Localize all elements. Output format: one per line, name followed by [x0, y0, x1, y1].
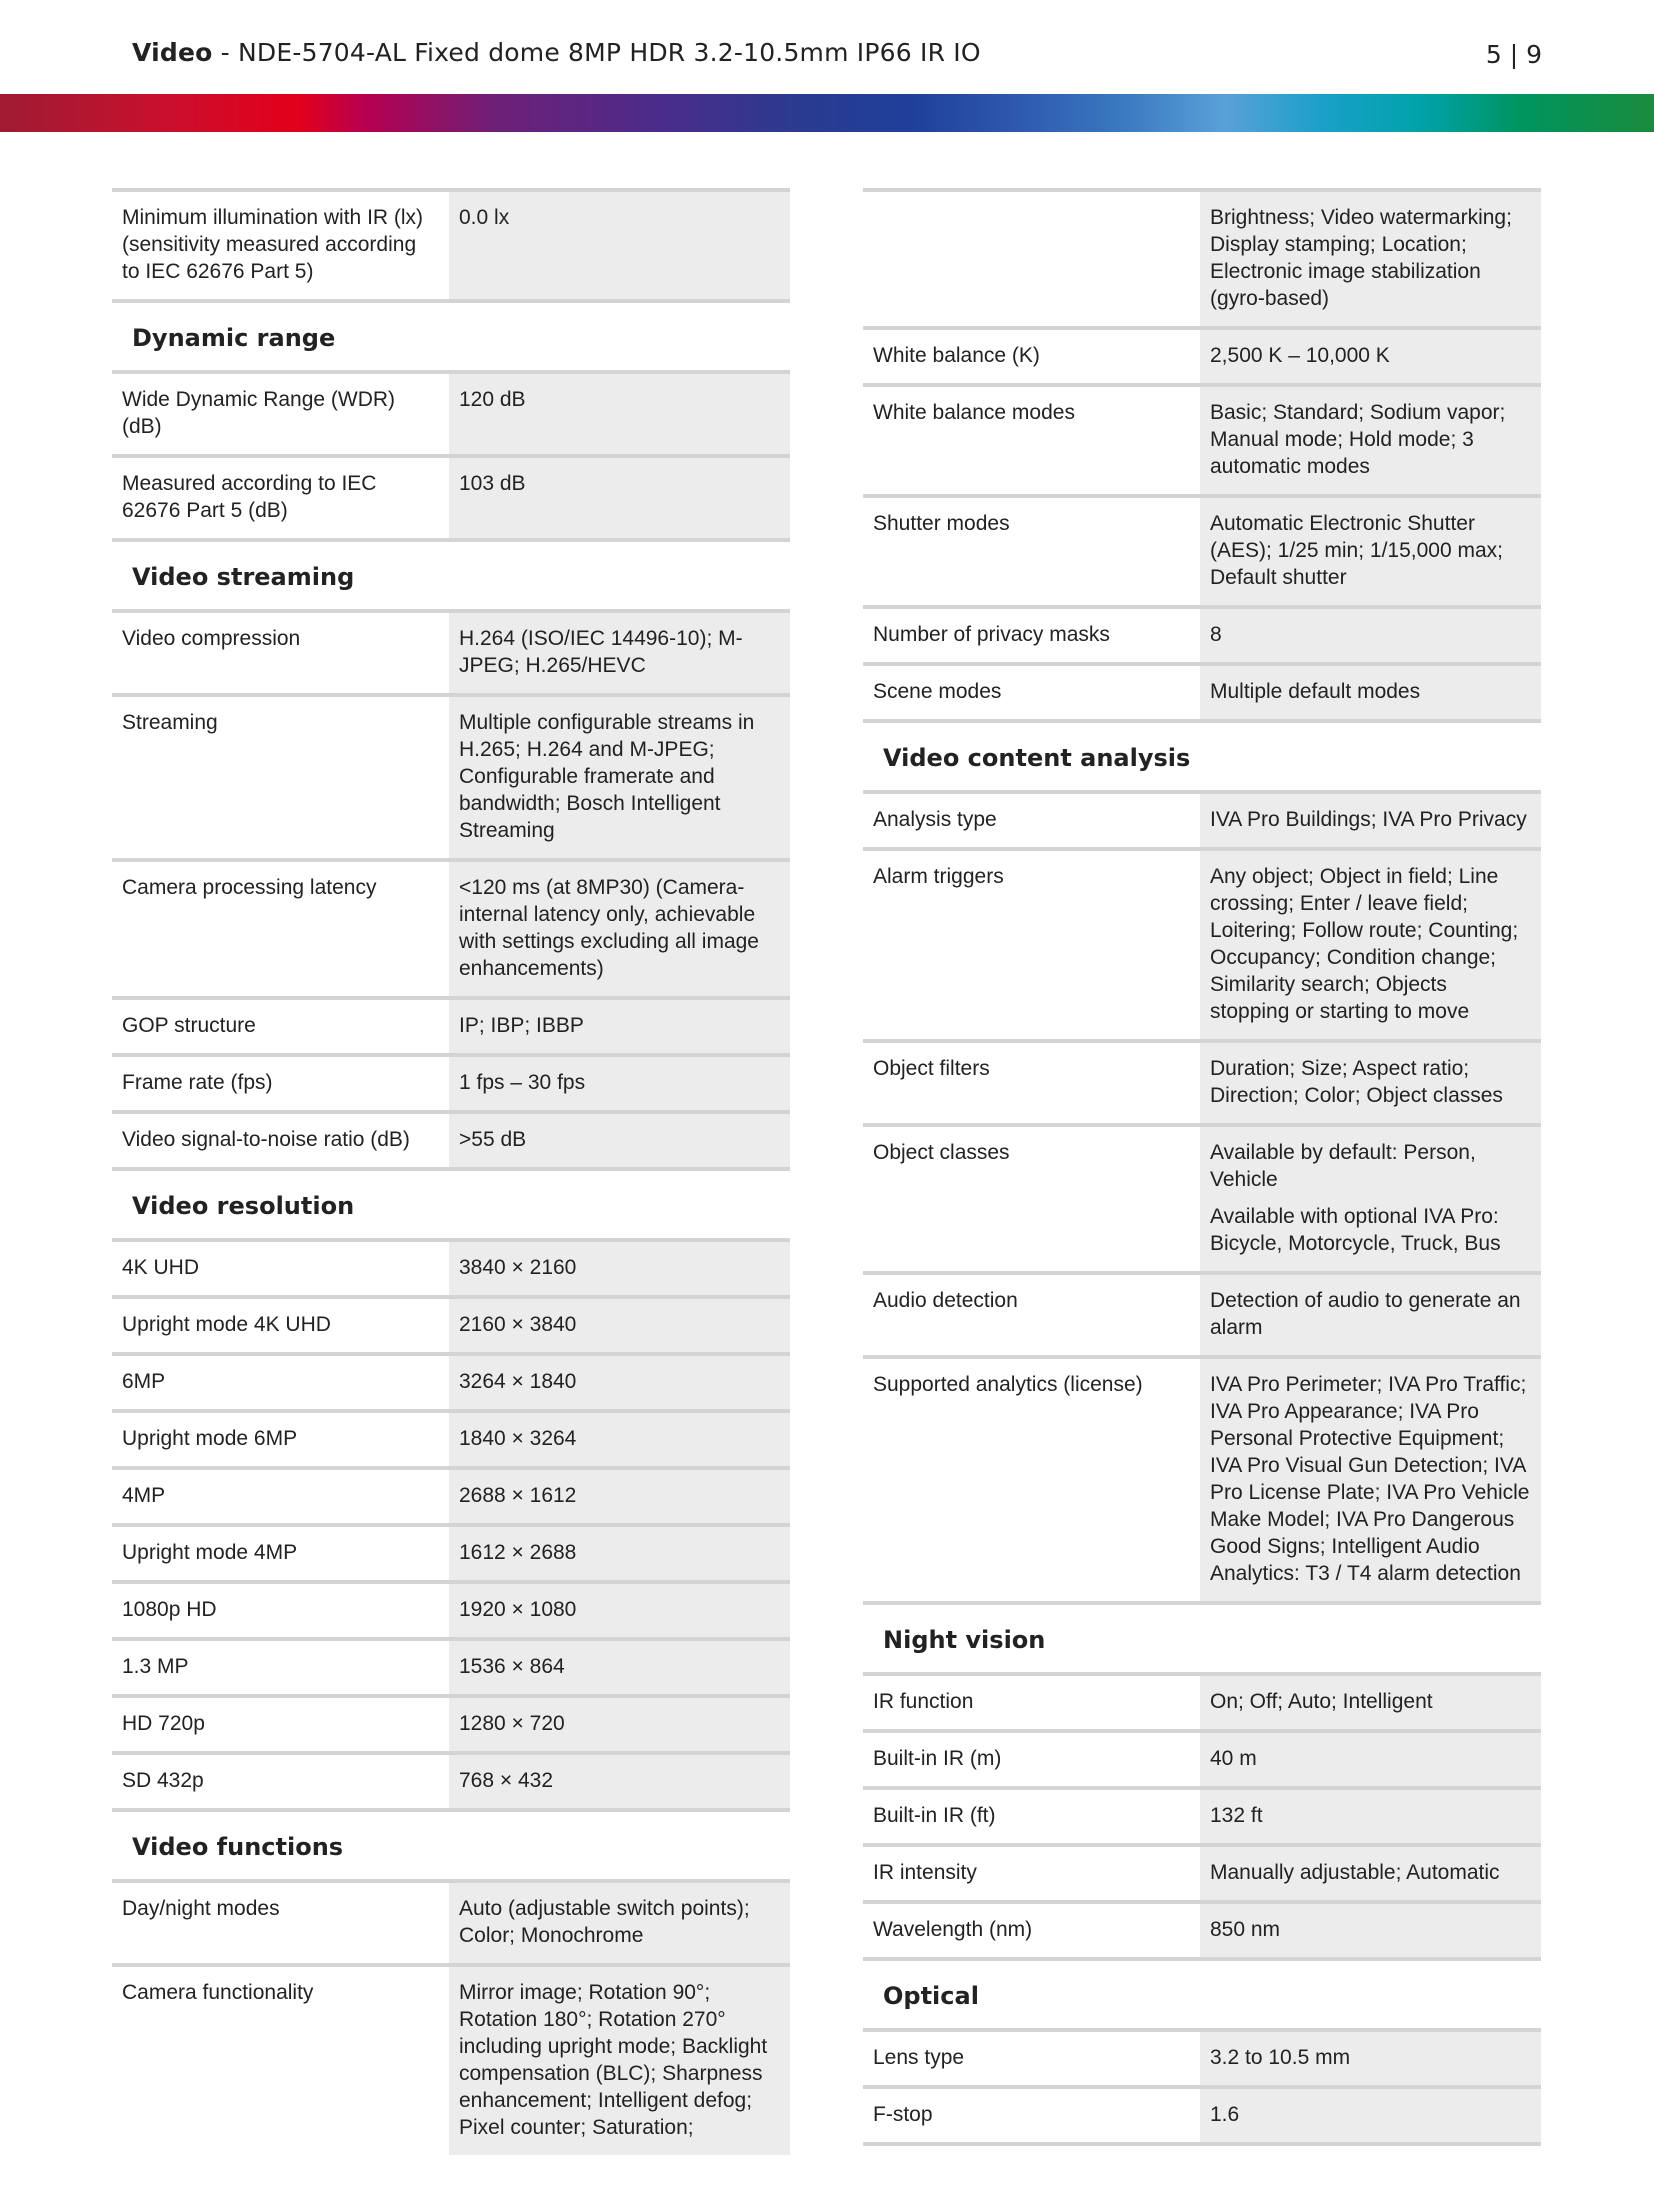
spec-label: F-stop	[863, 2087, 1200, 2144]
spec-value: Mirror image; Rotation 90°; Rotation 180°; Rotation 270° including upright mode; Backlight compensation (BLC); Sharpness enhancement; Intelligent defog; Pixel counter; Saturation;	[449, 1965, 790, 2155]
spec-value: Duration; Size; Aspect ratio; Direction; Color; Object classes	[1200, 1041, 1541, 1125]
spec-value-multi	[1200, 1125, 1541, 1273]
spec-label: HD 720p	[112, 1696, 449, 1753]
section-video-resolution: Video resolution	[112, 1169, 790, 1240]
spec-label: Supported analytics (license)	[863, 1357, 1200, 1603]
title-product: - NDE-5704-AL Fixed dome 8MP HDR 3.2-10.5mm IP66 IR IO	[212, 38, 981, 67]
spec-label: Object filters	[863, 1041, 1200, 1125]
spec-value: 132 ft	[1200, 1788, 1541, 1845]
section-heading-row	[863, 1603, 1541, 1674]
spec-row	[112, 456, 790, 540]
spec-label: 4K UHD	[112, 1240, 449, 1297]
spec-value: Available by default: Person, Vehicle	[1210, 1141, 1476, 1191]
spec-value: Brightness; Video watermarking; Display stamping; Location; Electronic image stabilization (gyro-based)	[1200, 190, 1541, 328]
spec-label: GOP structure	[112, 998, 449, 1055]
spec-label: Wide Dynamic Range (WDR) (dB)	[112, 372, 449, 456]
spec-value: 2,500 K – 10,000 K	[1200, 328, 1541, 385]
spec-label: Upright mode 6MP	[112, 1411, 449, 1468]
spec-label: Video compression	[112, 611, 449, 695]
spec-value: IVA Pro Buildings; IVA Pro Privacy	[1200, 792, 1541, 849]
spec-row	[863, 2087, 1541, 2144]
spec-value: 768 × 432	[449, 1753, 790, 1810]
spec-value: >55 dB	[449, 1112, 790, 1169]
spec-value: 8	[1200, 607, 1541, 664]
spec-value: Detection of audio to generate an alarm	[1200, 1273, 1541, 1357]
spec-row	[863, 190, 1541, 328]
spec-value: 1840 × 3264	[449, 1411, 790, 1468]
title-category: Video	[132, 38, 213, 67]
spec-row	[863, 607, 1541, 664]
spec-value: <120 ms (at 8MP30) (Camera-internal latency only, achievable with settings excluding all image enhancements)	[449, 860, 790, 998]
spec-label: White balance modes	[863, 385, 1200, 496]
spec-value: 850 nm	[1200, 1902, 1541, 1959]
section-video-functions: Video functions	[112, 1810, 790, 1881]
spec-value: 1280 × 720	[449, 1696, 790, 1753]
spec-value: Available with optional IVA Pro: Bicycle, Motorcycle, Truck, Bus	[1210, 1205, 1501, 1255]
spec-row	[863, 1788, 1541, 1845]
spec-value: Automatic Electronic Shutter (AES); 1/25 min; 1/15,000 max; Default shutter	[1200, 496, 1541, 607]
spec-label: Built-in IR (m)	[863, 1731, 1200, 1788]
spec-label: Shutter modes	[863, 496, 1200, 607]
spec-row	[863, 496, 1541, 607]
spec-row	[112, 998, 790, 1055]
spec-row	[112, 190, 790, 301]
spec-row	[863, 1273, 1541, 1357]
spec-value: IP; IBP; IBBP	[449, 998, 790, 1055]
spec-value: 0.0 lx	[449, 190, 790, 301]
section-video-content-analysis: Video content analysis	[863, 721, 1541, 792]
spec-label: Wavelength (nm)	[863, 1902, 1200, 1959]
spec-value: 3840 × 2160	[449, 1240, 790, 1297]
spec-row	[863, 1125, 1541, 1273]
section-dynamic-range: Dynamic range	[112, 301, 790, 372]
spec-table-right	[863, 188, 1541, 2146]
spec-value: 3.2 to 10.5 mm	[1200, 2030, 1541, 2087]
spec-value: 2160 × 3840	[449, 1297, 790, 1354]
spec-label: SD 432p	[112, 1753, 449, 1810]
spec-row	[863, 1357, 1541, 1603]
spec-label: IR intensity	[863, 1845, 1200, 1902]
spec-row	[863, 1674, 1541, 1731]
section-heading-row	[112, 1810, 790, 1881]
spec-label: Lens type	[863, 2030, 1200, 2087]
spec-row	[112, 860, 790, 998]
spec-label	[863, 190, 1200, 328]
spec-value: 1920 × 1080	[449, 1582, 790, 1639]
brand-color-bar	[0, 94, 1654, 132]
spec-label: Number of privacy masks	[863, 607, 1200, 664]
spec-row	[112, 1881, 790, 1965]
spec-row	[112, 1696, 790, 1753]
section-heading-row	[112, 1169, 790, 1240]
spec-label: Minimum illumination with IR (lx) (sensitivity measured according to IEC 62676 Part 5)	[112, 190, 449, 301]
spec-label: White balance (K)	[863, 328, 1200, 385]
section-heading-row	[112, 540, 790, 611]
spec-label: Analysis type	[863, 792, 1200, 849]
spec-label: Measured according to IEC 62676 Part 5 (dB)	[112, 456, 449, 540]
section-heading-row	[863, 1959, 1541, 2030]
spec-label: Scene modes	[863, 664, 1200, 721]
spec-row	[112, 1112, 790, 1169]
spec-label: Upright mode 4K UHD	[112, 1297, 449, 1354]
spec-value: Multiple default modes	[1200, 664, 1541, 721]
section-heading-row	[112, 301, 790, 372]
spec-row	[112, 1525, 790, 1582]
spec-value: 40 m	[1200, 1731, 1541, 1788]
spec-value: Any object; Object in field; Line crossing; Enter / leave field; Loitering; Follow route; Counting; Occupancy; Condition change; Similarity search; Objects stopping or starting to move	[1200, 849, 1541, 1041]
spec-value: 120 dB	[449, 372, 790, 456]
spec-value: Manually adjustable; Automatic	[1200, 1845, 1541, 1902]
spec-row	[112, 1753, 790, 1810]
spec-label: Object classes	[863, 1125, 1200, 1273]
spec-table-left	[112, 188, 790, 2155]
spec-row	[863, 2030, 1541, 2087]
spec-value: On; Off; Auto; Intelligent	[1200, 1674, 1541, 1731]
spec-row	[863, 328, 1541, 385]
spec-label: 1.3 MP	[112, 1639, 449, 1696]
page-number: 5 | 9	[1485, 40, 1542, 69]
spec-row	[112, 1240, 790, 1297]
spec-value: Auto (adjustable switch points); Color; Monochrome	[449, 1881, 790, 1965]
spec-label: IR function	[863, 1674, 1200, 1731]
spec-row	[112, 1297, 790, 1354]
section-heading-row	[863, 721, 1541, 792]
spec-row	[112, 1411, 790, 1468]
page-header	[0, 0, 1654, 95]
spec-value: IVA Pro Perimeter; IVA Pro Traffic; IVA Pro Appearance; IVA Pro Personal Protective Equipment; IVA Pro Visual Gun Detection; IVA Pro License Plate; IVA Pro Vehicle Make Model; IVA Pro Dangerous Good Signs; Intelligent Audio Analytics: T3 / T4 alarm detection	[1200, 1357, 1541, 1603]
spec-label: Frame rate (fps)	[112, 1055, 449, 1112]
spec-value: Multiple configurable streams in H.265; H.264 and M-JPEG; Configurable framerate and bandwidth; Bosch Intelligent Streaming	[449, 695, 790, 860]
spec-label: Camera functionality	[112, 1965, 449, 2155]
spec-label: 1080p HD	[112, 1582, 449, 1639]
spec-row	[112, 1468, 790, 1525]
spec-row	[863, 1731, 1541, 1788]
spec-label: 4MP	[112, 1468, 449, 1525]
spec-row	[863, 1041, 1541, 1125]
spec-value: 1536 × 864	[449, 1639, 790, 1696]
spec-row	[112, 372, 790, 456]
spec-row	[863, 792, 1541, 849]
spec-row	[863, 849, 1541, 1041]
section-video-streaming: Video streaming	[112, 540, 790, 611]
section-night-vision: Night vision	[863, 1603, 1541, 1674]
spec-label: 6MP	[112, 1354, 449, 1411]
spec-value: 3264 × 1840	[449, 1354, 790, 1411]
spec-value: 103 dB	[449, 456, 790, 540]
spec-value: H.264 (ISO/IEC 14496-10); M-JPEG; H.265/HEVC	[449, 611, 790, 695]
spec-row	[112, 1965, 790, 2155]
spec-value: 1 fps – 30 fps	[449, 1055, 790, 1112]
spec-row	[112, 1639, 790, 1696]
spec-row	[112, 611, 790, 695]
spec-label: Streaming	[112, 695, 449, 860]
spec-label: Alarm triggers	[863, 849, 1200, 1041]
spec-row	[112, 1055, 790, 1112]
spec-row	[112, 695, 790, 860]
spec-label: Video signal-to-noise ratio (dB)	[112, 1112, 449, 1169]
section-optical: Optical	[863, 1959, 1541, 2030]
spec-row	[112, 1582, 790, 1639]
spec-row	[863, 385, 1541, 496]
spec-value: 1612 × 2688	[449, 1525, 790, 1582]
right-spec-column	[863, 188, 1541, 2146]
left-spec-column	[112, 188, 790, 2155]
spec-label: Day/night modes	[112, 1881, 449, 1965]
spec-label: Built-in IR (ft)	[863, 1788, 1200, 1845]
spec-label: Audio detection	[863, 1273, 1200, 1357]
spec-row	[863, 1845, 1541, 1902]
spec-value: 1.6	[1200, 2087, 1541, 2144]
spec-label: Camera processing latency	[112, 860, 449, 998]
spec-row	[112, 1354, 790, 1411]
spec-label: Upright mode 4MP	[112, 1525, 449, 1582]
spec-row	[863, 664, 1541, 721]
spec-value: 2688 × 1612	[449, 1468, 790, 1525]
spec-row	[863, 1902, 1541, 1959]
document-title	[132, 38, 981, 67]
spec-value: Basic; Standard; Sodium vapor; Manual mode; Hold mode; 3 automatic modes	[1200, 385, 1541, 496]
